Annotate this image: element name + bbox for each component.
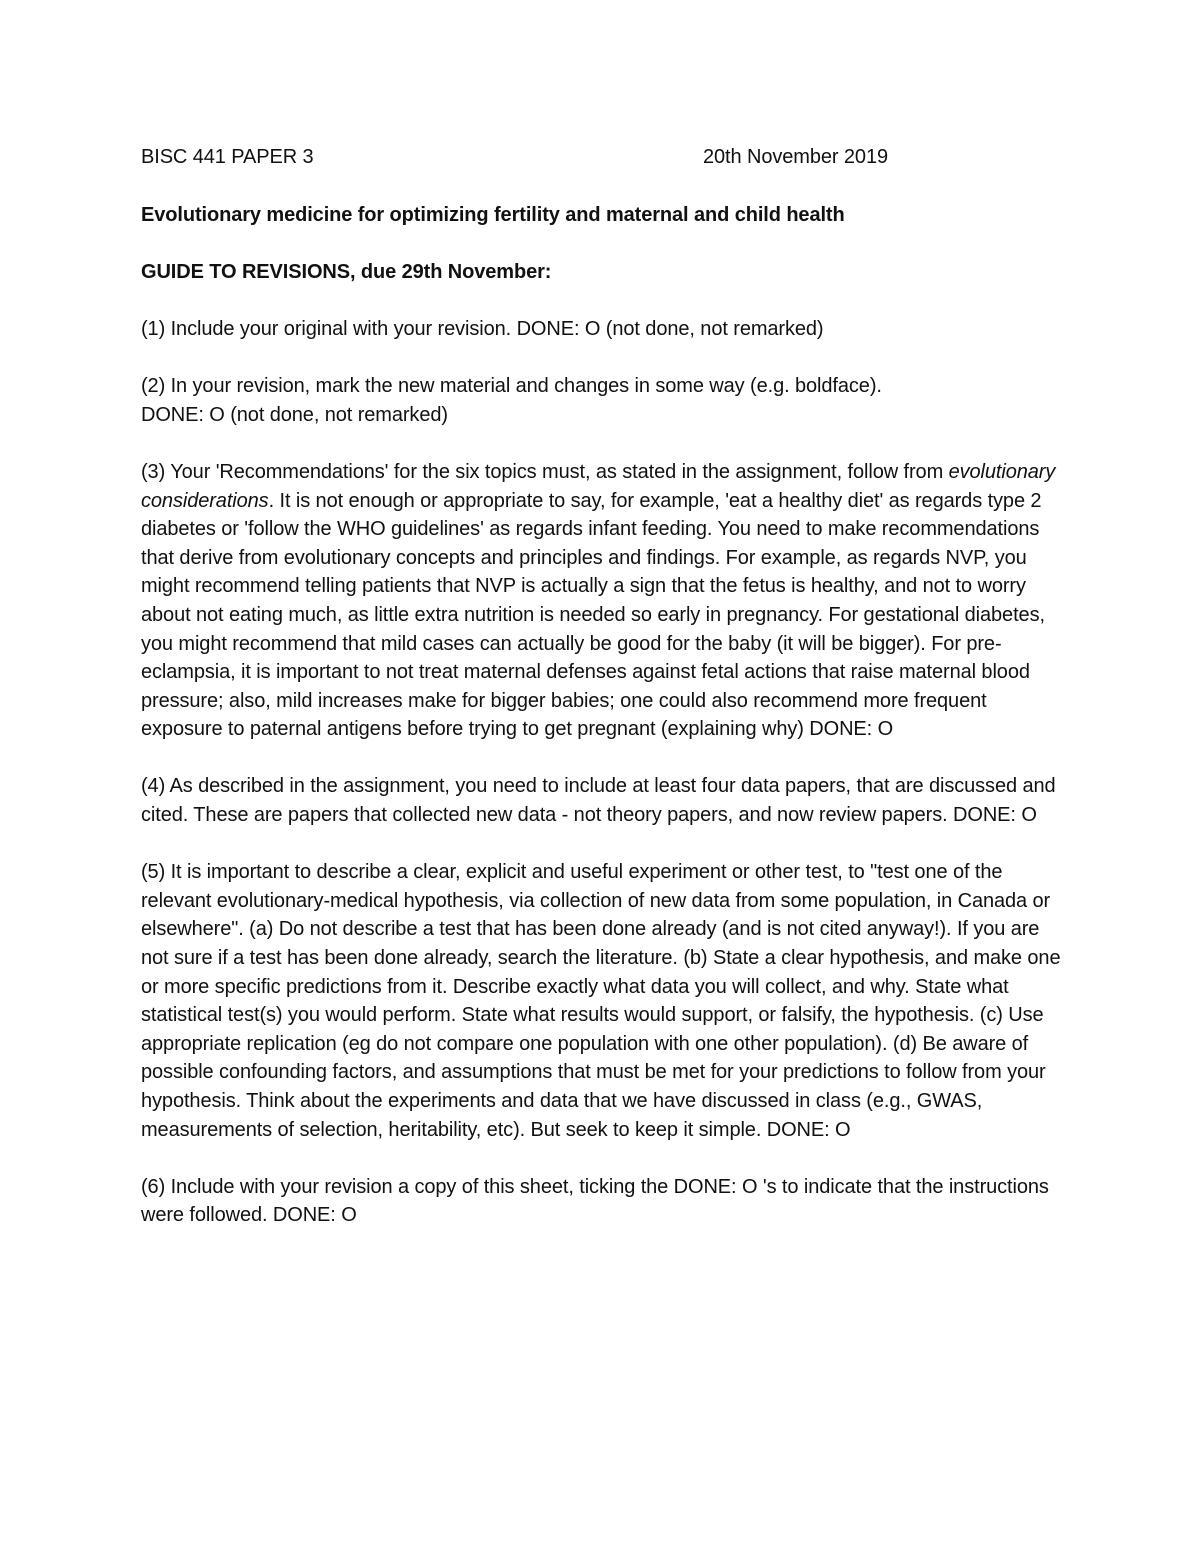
spacer [141,172,1066,201]
spacer [141,229,1066,258]
header-row [141,143,1066,172]
course-label: BISC 441 PAPER 3 [141,146,314,168]
item-3 [141,458,1066,744]
document-title: Evolutionary medicine for optimizing fertility and maternal and child health [141,203,845,226]
item-2-line-2: DONE: O (not done, not remarked) [141,403,448,426]
item-3-italic-phrase: evolutionary considerations [141,460,1056,512]
item-4: (4) As described in the assignment, you need to include at least four data papers, that are discussed and cited. These are papers that collected new data - not theory papers, and now review papers. DONE: O [141,775,1056,827]
spacer [141,344,1066,373]
item-5: (5) It is important to describe a clear, explicit and useful experiment or other test, to "test one of the relevant evolutionary-medical hypothesis, via collection of new data from some population, in Canada or elsewhere". (a) Do not describe a test that has been done already (and is not cited anyway!). If you are not sure if a test has been done already, search the literature. (b) State a clear hypothesis, and make one or more specific predictions from it. Describe exactly what data you will collect, and why. State what statistical test(s) you would perform. State what results would support, or falsify, the hypothesis. (c) Use appropriate replication (eg do not compare one population with one other population). (d) Be aware of possible confounding factors, and assumptions that must be met for your predictions to follow from your hypothesis. Think about the experiments and data that we have discussed in class (e.g., GWAS, measurements of selection, heritability, etc). But seek to keep it simple. DONE: O [141,861,1061,1141]
spacer [141,429,1066,458]
item-6: (6) Include with your revision a copy of this sheet, ticking the DONE: O 's to indicate that the instructions were followed. DONE: O [141,1175,1049,1227]
item-2-line-1: (2) In your revision, mark the new material and changes in some way (e.g. boldface). [141,375,882,398]
item-1-line: (1) Include your original with your revision. DONE: O (not done, not remarked) [141,317,824,340]
spacer [141,744,1066,773]
spacer [141,1144,1066,1173]
document-content [141,143,1066,1230]
item-3-text-a: (3) Your 'Recommendations' for the six topics must, as stated in the assignment, follow from [141,460,944,483]
item-1 [141,315,1066,344]
document-subtitle: GUIDE TO REVISIONS, due 29th November: [141,260,552,283]
spacer [141,286,1066,315]
document-date: 20th November 2019 [703,146,888,168]
item-3-text-b: . It is not enough or appropriate to say, for example, 'eat a healthy diet' as regards type 2 diabetes or 'follow the WHO guidelines' as regards infant feeding. You need to make recommendations that derive from evolutionary concepts and principles and findings. For example, as regards NVP, you might recommend telling patients that NVP is actually a sign that the fetus is healthy, and not to worry about not eating much, as little extra nutrition is needed so early in pregnancy. For gestational diabetes, you might recommend that mild cases can actually be good for the baby (it will be bigger). For pre-eclampsia, it is important to not treat maternal defenses against fetal actions that raise maternal blood pressure; also, mild increases make for bigger babies; one could also recommend more frequent exposure to paternal antigens before trying to get pregnant (explaining why) DONE: O [141,489,1045,741]
item-2 [141,372,1066,429]
spacer [141,830,1066,859]
